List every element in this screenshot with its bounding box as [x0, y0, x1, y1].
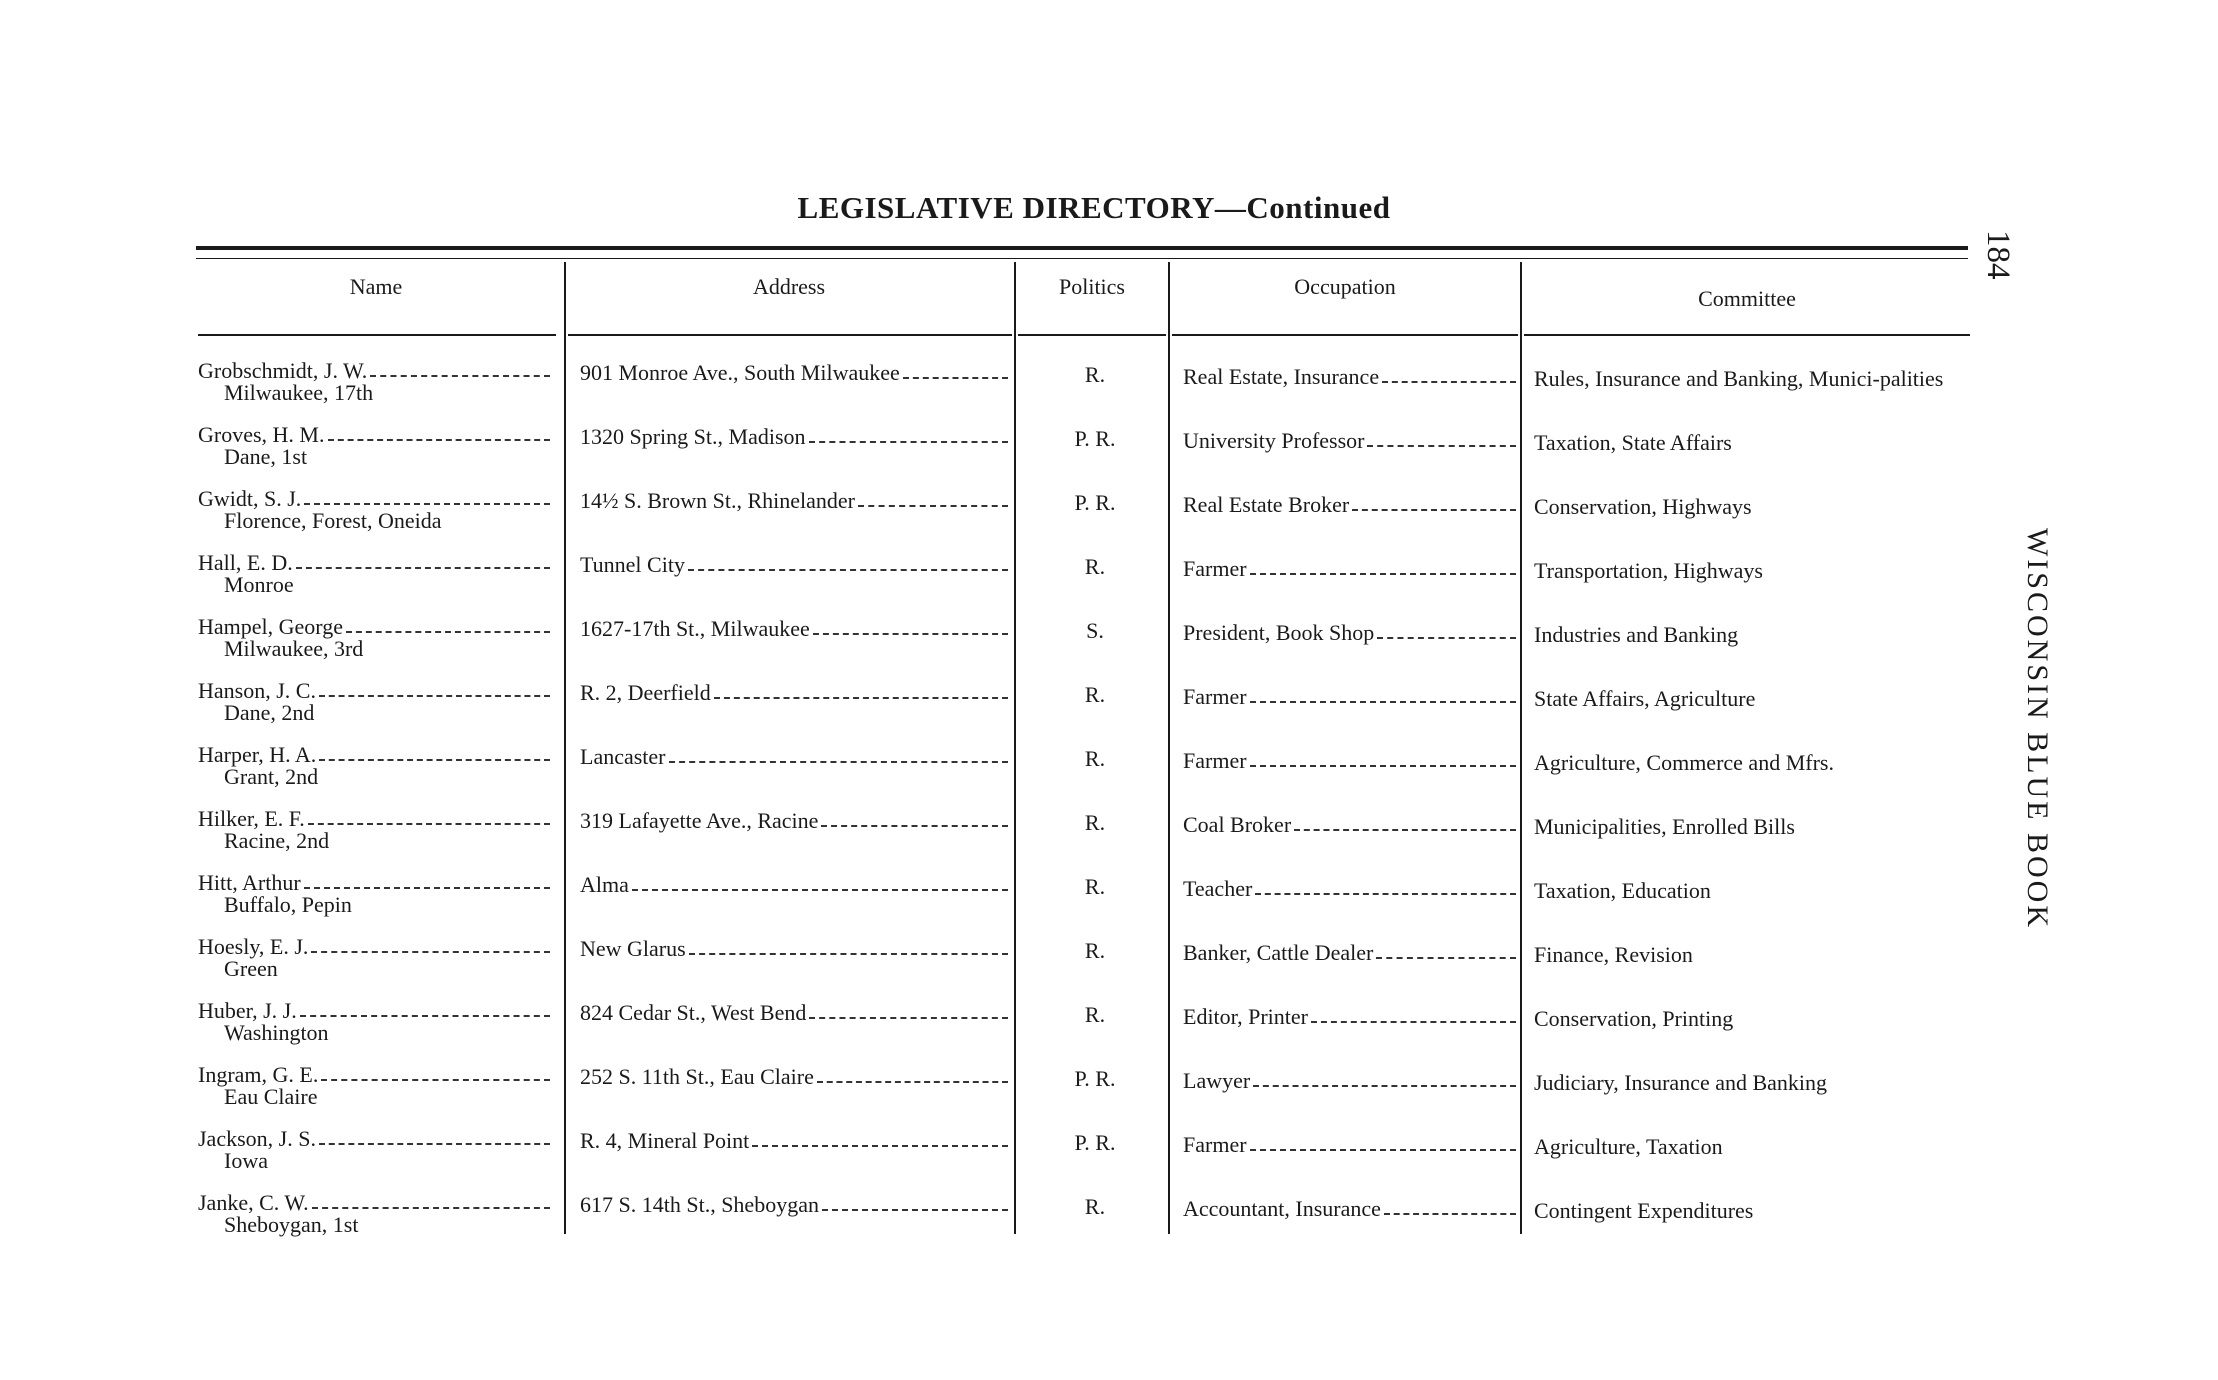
- member-occupation: [1183, 942, 1516, 964]
- member-address: [580, 1066, 1008, 1088]
- member-address-text: 14½ S. Brown St., Rhinelander: [580, 488, 855, 513]
- table-row: [0, 1192, 2000, 1256]
- member-address-text: Tunnel City: [580, 552, 685, 577]
- member-address-text: 319 Lafayette Ave., Racine: [580, 808, 819, 833]
- dot-leader: [1255, 893, 1516, 895]
- member-district: Dane, 2nd: [224, 700, 315, 725]
- member-name-text: Grobschmidt, J. W.: [198, 358, 368, 383]
- dot-leader: [304, 503, 550, 505]
- member-politics: R.: [1084, 1002, 1106, 1027]
- member-address: [580, 554, 1008, 576]
- member-address: [580, 426, 1008, 448]
- member-occupation: [1183, 494, 1516, 516]
- member-address-text: 617 S. 14th St., Sheboygan: [580, 1192, 819, 1217]
- dot-leader: [312, 1207, 550, 1209]
- member-address: [580, 1130, 1008, 1152]
- member-occupation-text: University Professor: [1183, 428, 1365, 453]
- member-name-text: Hoesly, E. J.: [198, 934, 309, 959]
- dot-leader: [328, 439, 551, 441]
- member-name: [198, 872, 550, 894]
- member-name-text: Gwidt, S. J.: [198, 486, 302, 511]
- member-address-text: Lancaster: [580, 744, 666, 769]
- dot-leader: [1250, 1149, 1516, 1151]
- table-row: [0, 808, 2000, 872]
- member-occupation: [1183, 430, 1516, 452]
- member-name-text: Huber, J. J.: [198, 998, 297, 1023]
- column-header-name: Name: [349, 274, 403, 299]
- member-address: [580, 874, 1008, 896]
- member-name: [198, 1064, 550, 1086]
- member-address-text: R. 4, Mineral Point: [580, 1128, 750, 1153]
- member-name: [198, 680, 550, 702]
- dot-leader: [1311, 1021, 1516, 1023]
- dot-leader: [822, 1209, 1008, 1211]
- member-address-text: New Glarus: [580, 936, 686, 961]
- member-occupation: [1183, 1070, 1516, 1092]
- member-district: Sheboygan, 1st: [224, 1212, 359, 1237]
- table-row: [0, 744, 2000, 808]
- member-name: [198, 1192, 550, 1214]
- header-underline-committee: [1524, 334, 1970, 336]
- member-district: Monroe: [224, 572, 294, 597]
- member-politics: S.: [1086, 618, 1104, 643]
- member-address: [580, 362, 1008, 384]
- member-name: [198, 1128, 550, 1150]
- member-name: [198, 1000, 550, 1022]
- member-name-text: Hitt, Arthur: [198, 870, 301, 895]
- dot-leader: [809, 1017, 1008, 1019]
- dot-leader: [346, 631, 550, 633]
- member-occupation-text: Teacher: [1183, 876, 1253, 901]
- column-header-committee: Committee: [1698, 286, 1796, 311]
- header-underline-address: [568, 334, 1012, 336]
- dot-leader: [714, 697, 1008, 699]
- dot-leader: [1382, 381, 1516, 383]
- member-district: Washington: [224, 1020, 329, 1045]
- member-district: Milwaukee, 17th: [224, 380, 374, 405]
- member-address: [580, 938, 1008, 960]
- member-committee: State Affairs, Agriculture: [1534, 686, 1756, 711]
- member-district: Eau Claire: [224, 1084, 318, 1109]
- table-row: [0, 872, 2000, 936]
- member-address-text: Alma: [580, 872, 629, 897]
- member-occupation-text: Farmer: [1183, 684, 1247, 709]
- member-committee: Transportation, Highways: [1534, 558, 1763, 583]
- table-row: [0, 1000, 2000, 1064]
- member-name-text: Harper, H. A.: [198, 742, 317, 767]
- dot-leader: [632, 889, 1008, 891]
- member-occupation: [1183, 622, 1516, 644]
- member-address-text: 824 Cedar St., West Bend: [580, 1000, 807, 1025]
- member-address-text: 1320 Spring St., Madison: [580, 424, 806, 449]
- member-district: Dane, 1st: [224, 444, 308, 469]
- member-occupation: [1183, 1134, 1516, 1156]
- member-occupation: [1183, 814, 1516, 836]
- dot-leader: [319, 759, 550, 761]
- member-committee: Judiciary, Insurance and Banking: [1534, 1070, 1828, 1095]
- member-committee: Agriculture, Commerce and Mfrs.: [1534, 750, 1834, 775]
- member-occupation: [1183, 1198, 1516, 1220]
- member-address: [580, 1194, 1008, 1216]
- member-address-text: 252 S. 11th St., Eau Claire: [580, 1064, 814, 1089]
- dot-leader: [809, 441, 1008, 443]
- member-committee: Contingent Expenditures: [1534, 1198, 1754, 1223]
- dot-leader: [1250, 701, 1516, 703]
- member-name: [198, 744, 550, 766]
- member-politics: R.: [1084, 938, 1106, 963]
- dot-leader: [1294, 829, 1516, 831]
- dot-leader: [817, 1081, 1008, 1083]
- member-name: [198, 936, 550, 958]
- member-politics: R.: [1084, 554, 1106, 579]
- member-committee: Industries and Banking: [1534, 622, 1739, 647]
- dot-leader: [669, 761, 1009, 763]
- dot-leader: [321, 1079, 550, 1081]
- running-title: WISCONSIN BLUE BOOK: [2021, 528, 2054, 930]
- dot-leader: [1367, 445, 1516, 447]
- table-row: [0, 360, 2000, 424]
- member-politics: P. R.: [1074, 1066, 1116, 1091]
- member-district: Iowa: [224, 1148, 268, 1173]
- dot-leader: [1384, 1213, 1516, 1215]
- member-committee: Municipalities, Enrolled Bills: [1534, 814, 1795, 839]
- member-name-text: Hall, E. D.: [198, 550, 293, 575]
- page-number: 184: [1980, 230, 2016, 280]
- member-occupation-text: Banker, Cattle Dealer: [1183, 940, 1374, 965]
- header-rule-thin: [196, 258, 1968, 259]
- dot-leader: [1376, 957, 1516, 959]
- dot-leader: [821, 825, 1008, 827]
- member-politics: P. R.: [1074, 1130, 1116, 1155]
- dot-leader: [813, 633, 1008, 635]
- member-address-text: 901 Monroe Ave., South Milwaukee: [580, 360, 900, 385]
- dot-leader: [311, 951, 550, 953]
- member-occupation-text: Editor, Printer: [1183, 1004, 1308, 1029]
- member-occupation: [1183, 750, 1516, 772]
- member-name: [198, 488, 550, 510]
- dot-leader: [1250, 573, 1516, 575]
- member-name: [198, 360, 550, 382]
- member-name-text: Hilker, E. F.: [198, 806, 305, 831]
- member-occupation: [1183, 878, 1516, 900]
- member-district: Buffalo, Pepin: [224, 892, 352, 917]
- table-row: [0, 1064, 2000, 1128]
- dot-leader: [300, 1015, 550, 1017]
- member-name: [198, 552, 550, 574]
- member-address: [580, 490, 1008, 512]
- member-politics: R.: [1084, 362, 1106, 387]
- member-occupation-text: Coal Broker: [1183, 812, 1292, 837]
- member-occupation-text: Real Estate, Insurance: [1183, 364, 1380, 389]
- member-committee: Conservation, Highways: [1534, 494, 1752, 519]
- member-committee: Conservation, Printing: [1534, 1006, 1734, 1031]
- member-occupation: [1183, 686, 1516, 708]
- member-committee: Finance, Revision: [1534, 942, 1693, 967]
- table-row: [0, 552, 2000, 616]
- dot-leader: [1352, 509, 1516, 511]
- dot-leader: [319, 1143, 550, 1145]
- member-occupation-text: Real Estate Broker: [1183, 492, 1350, 517]
- member-occupation: [1183, 366, 1516, 388]
- member-address: [580, 682, 1008, 704]
- table-row: [0, 488, 2000, 552]
- member-occupation-text: Farmer: [1183, 1132, 1247, 1157]
- dot-leader: [903, 377, 1008, 379]
- member-address: [580, 1002, 1008, 1024]
- member-committee: Rules, Insurance and Banking, Munici-palities: [1534, 366, 1944, 391]
- member-occupation-text: Lawyer: [1183, 1068, 1251, 1093]
- member-occupation-text: Accountant, Insurance: [1183, 1196, 1381, 1221]
- dot-leader: [296, 567, 550, 569]
- member-committee: Taxation, State Affairs: [1534, 430, 1732, 455]
- dot-leader: [688, 569, 1008, 571]
- member-politics: R.: [1084, 810, 1106, 835]
- dot-leader: [1253, 1085, 1516, 1087]
- member-address: [580, 618, 1008, 640]
- dot-leader: [319, 695, 550, 697]
- member-occupation-text: Farmer: [1183, 748, 1247, 773]
- header-underline-name: [198, 334, 556, 336]
- member-occupation-text: Farmer: [1183, 556, 1247, 581]
- dot-leader: [1250, 765, 1516, 767]
- dot-leader: [689, 953, 1008, 955]
- member-occupation: [1183, 558, 1516, 580]
- member-name: [198, 616, 550, 638]
- table-row: [0, 424, 2000, 488]
- member-name: [198, 808, 550, 830]
- member-occupation-text: President, Book Shop: [1183, 620, 1375, 645]
- member-name-text: Hanson, J. C.: [198, 678, 316, 703]
- column-header-politics: Politics: [1058, 274, 1125, 299]
- member-address: [580, 810, 1008, 832]
- table-row: [0, 936, 2000, 1000]
- dot-leader: [308, 823, 550, 825]
- member-district: Florence, Forest, Oneida: [224, 508, 442, 533]
- member-district: Racine, 2nd: [224, 828, 330, 853]
- member-name-text: Janke, C. W.: [198, 1190, 309, 1215]
- member-address: [580, 746, 1008, 768]
- table-row: [0, 616, 2000, 680]
- dot-leader: [370, 375, 550, 377]
- member-name-text: Jackson, J. S.: [198, 1126, 316, 1151]
- member-politics: R.: [1084, 874, 1106, 899]
- member-committee: Agriculture, Taxation: [1534, 1134, 1723, 1159]
- member-name-text: Ingram, G. E.: [198, 1062, 319, 1087]
- header-underline-occupation: [1172, 334, 1518, 336]
- header-underline-politics: [1018, 334, 1166, 336]
- column-header-address: Address: [752, 274, 826, 299]
- member-committee: Taxation, Education: [1534, 878, 1711, 903]
- member-politics: R.: [1084, 746, 1106, 771]
- member-district: Milwaukee, 3rd: [224, 636, 364, 661]
- page-title: LEGISLATIVE DIRECTORY—Continued: [797, 190, 1391, 225]
- dot-leader: [858, 505, 1008, 507]
- member-politics: R.: [1084, 682, 1106, 707]
- member-politics: R.: [1084, 1194, 1106, 1219]
- member-address-text: 1627-17th St., Milwaukee: [580, 616, 810, 641]
- member-name-text: Groves, H. M.: [198, 422, 325, 447]
- member-name-text: Hampel, George: [198, 614, 343, 639]
- table-row: [0, 680, 2000, 744]
- dot-leader: [1377, 637, 1516, 639]
- member-district: Grant, 2nd: [224, 764, 319, 789]
- dot-leader: [752, 1145, 1008, 1147]
- member-district: Green: [224, 956, 278, 981]
- header-rule-thick: [196, 246, 1968, 250]
- member-politics: P. R.: [1074, 490, 1116, 515]
- member-politics: P. R.: [1074, 426, 1116, 451]
- dot-leader: [304, 887, 550, 889]
- member-address-text: R. 2, Deerfield: [580, 680, 711, 705]
- member-occupation: [1183, 1006, 1516, 1028]
- table-row: [0, 1128, 2000, 1192]
- column-header-occupation: Occupation: [1294, 274, 1396, 299]
- member-name: [198, 424, 550, 446]
